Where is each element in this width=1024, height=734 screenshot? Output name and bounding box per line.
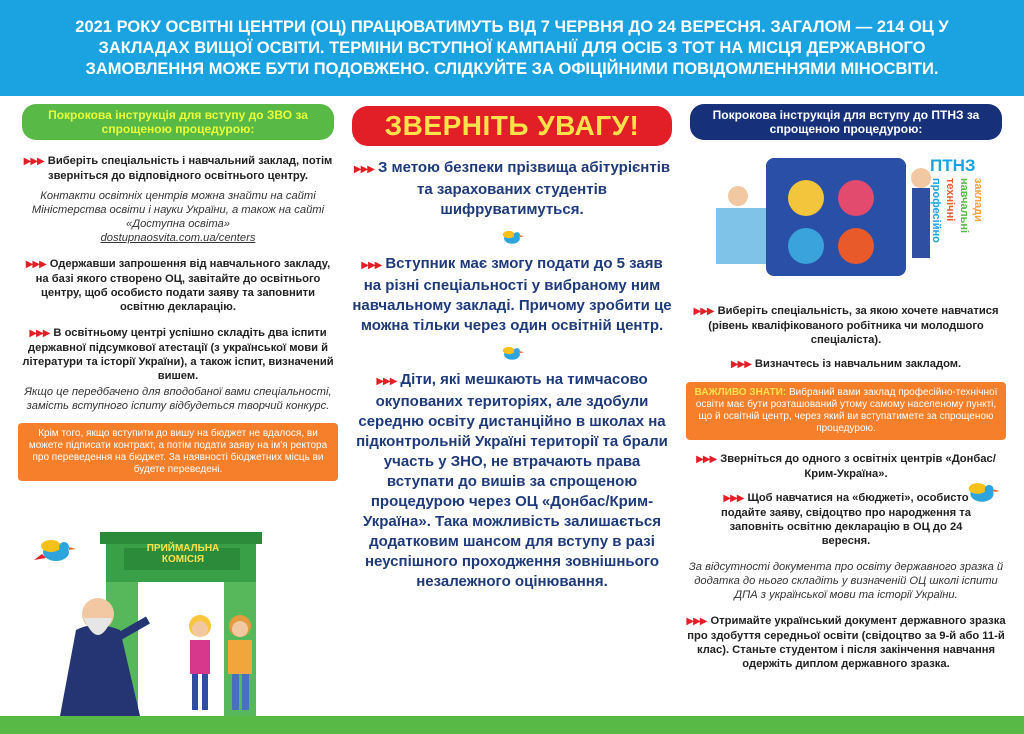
ptnz-words xyxy=(930,178,984,270)
mid-paragraph-3: ▶▶▶ Діти, які мешкають на тимчасово окупованих територіях, але здобули середню освіту дистанційно в школах на підконтрольній Україні території та брали участь у ЗНО, не втрачають права вступати до вишів за спрощеною процедурою через ОЦ «Донбас/Крим-Україна». Така можливість залишається додатковим шансом для вступу в разі неуспішного проходження зовнішнього незалежного оцінювання. xyxy=(356,371,668,590)
arrow-icon: ▶▶▶ xyxy=(696,454,717,465)
right-orange-note: ВАЖЛИВО ЗНАТИ: Вибраний вами заклад професійно-технічної освіти має бути розташований утому самому населеному пункті, що й освітній центр, через який ви вступатимете за спрощеною процедурою. xyxy=(686,382,1006,440)
left-note-1: Контакти освітніх центрів можна знайти на сайті Міністерства освіти і науки України, а також на сайті «Доступна освіта» xyxy=(31,190,325,230)
bird-icon xyxy=(495,226,529,248)
ptnz-word: навчальні xyxy=(958,178,970,234)
arrow-icon: ▶▶▶ xyxy=(376,376,397,387)
arrow-icon: ▶▶▶ xyxy=(693,306,714,317)
top-banner xyxy=(0,0,1024,96)
professor-illustration xyxy=(40,590,150,716)
right-step-1: ▶▶▶ Виберіть спеціальність, за якою хочете навчатися (рівень кваліфікованого робітника чи молодшого спеціаліста). xyxy=(693,305,999,346)
mid-paragraph-1: ▶▶▶ З метою безпеки прізвища абітурієнтів та зарахованих студентів шифруватимуться. xyxy=(353,159,671,218)
arrow-icon: ▶▶▶ xyxy=(29,328,50,339)
right-step-2: ▶▶▶ Визначтесь із навчальним закладом. xyxy=(730,358,962,370)
arrow-icon: ▶▶▶ xyxy=(353,164,374,175)
left-note-2: Якщо це передбачено для вподобаної вами спеціальності, замість вступного іспиту відбудеться творчий конкурс. xyxy=(24,386,332,412)
left-header: Покрокова інструкція для вступу до ЗВО за спрощеною процедурою: xyxy=(22,104,334,140)
arrow-icon: ▶▶▶ xyxy=(25,259,46,270)
left-step-3: ▶▶▶ В освітньому центрі успішно складіть два іспити державної підсумкової атестації (з української мови й літератури та історії України), а також іспит, визначений вишем. xyxy=(22,327,334,382)
bottom-bar xyxy=(0,716,1024,734)
left-step-2: ▶▶▶ Одержавши запрошення від навчального закладу, на базі якого створено ОЦ, завітайте до освітнього центру, щоб особисто подати заяву та заповнити освітню декларацію. xyxy=(25,258,331,313)
right-steps xyxy=(686,304,1006,671)
right-step-4: ▶▶▶ Щоб навчатися на «бюджеті», особисто подайте заяву, свідоцтво про народження та заповніть освітню декларацію в ОЦ до 24 вересня. xyxy=(721,492,971,547)
right-header: Покрокова інструкція для вступу до ПТНЗ за спрощеною процедурою: xyxy=(690,104,1002,140)
ptnz-word: заклади xyxy=(972,178,984,222)
ptnz-word: професійно xyxy=(930,178,942,243)
ptnz-title: ПТНЗ xyxy=(930,156,976,175)
bird-icon xyxy=(962,476,1002,508)
important-label: ВАЖЛИВО ЗНАТИ: xyxy=(694,387,787,398)
banner-text: 2021 РОКУ ОСВІТНІ ЦЕНТРИ (ОЦ) ПРАЦЮВАТИМУТЬ ВІД 7 ЧЕРВНЯ ДО 24 ВЕРЕСНЯ. ЗАГАЛОМ — 214 ОЦ У ЗАКЛАДАХ ВИЩОЇ ОСВІТИ. ТЕРМІНИ ВСТУПНОЇ КАМПАНІЇ ДЛЯ ОСІБ З ТОТ НА МІСЦЯ ДЕРЖАВНОГО ЗАМОВЛЕННЯ МОЖЕ БУТИ ПОДОВЖЕНО. СЛІДКУЙТЕ ЗА ОФІЦІЙНИМИ ПОВІДОМЛЕННЯМИ МІНОСВІТИ. xyxy=(75,17,949,78)
arrow-icon: ▶▶▶ xyxy=(686,616,707,627)
right-step-3: ▶▶▶ Зверніться до одного з освітніх центрів «Донбас/Крим-Україна». xyxy=(696,453,996,480)
arrow-icon: ▶▶▶ xyxy=(361,260,382,271)
attention-header: ЗВЕРНІТЬ УВАГУ! xyxy=(352,106,672,146)
centers-link[interactable]: dostupnaosvita.com.ua/centers xyxy=(100,232,256,244)
arrow-icon: ▶▶▶ xyxy=(730,359,751,370)
admissions-sign: ПРИЙМАЛЬНА КОМІСІЯ xyxy=(146,543,220,565)
arrow-icon: ▶▶▶ xyxy=(23,156,44,167)
bird-icon xyxy=(495,342,529,364)
mid-paragraph-2: ▶▶▶ Вступник має змогу подати до 5 заяв на різні спеціальності у вибраному ним навчальному закладі. Причому зробити це можна тільки через один освітній центр. xyxy=(352,255,672,334)
right-column xyxy=(686,104,1006,140)
arrow-icon: ▶▶▶ xyxy=(723,493,744,504)
right-step-5: ▶▶▶ Отримайте український документ державного зразка про здобуття середньої освіти (свідоцтво за 9-й або 11-й клас). Станьте студентом і після закінчення навчання одержіть диплом державного зразка. xyxy=(686,615,1006,670)
ptnz-word: технічні xyxy=(944,178,956,222)
left-column xyxy=(18,104,338,481)
bird-icon xyxy=(34,532,78,568)
right-note: За відсутності документа про освіту державного зразка й додатка до нього складіть у визначеній ОЦ школі іспити ДПА з української мови та історії України. xyxy=(688,561,1004,601)
left-step-1: ▶▶▶ Виберіть спеціальність і навчальний заклад, потім зверніться до відповідного освітнього центру. xyxy=(23,155,333,182)
students-illustration xyxy=(178,612,268,716)
left-orange-note: Крім того, якщо вступити до вишу на бюджет не вдалося, ви можете підписати контракт, а потім подати заяву на ім'я ректора про переведення на бюджет. За наявності бюджетних місць ви будете переведені. xyxy=(18,423,338,481)
middle-column xyxy=(352,106,672,592)
